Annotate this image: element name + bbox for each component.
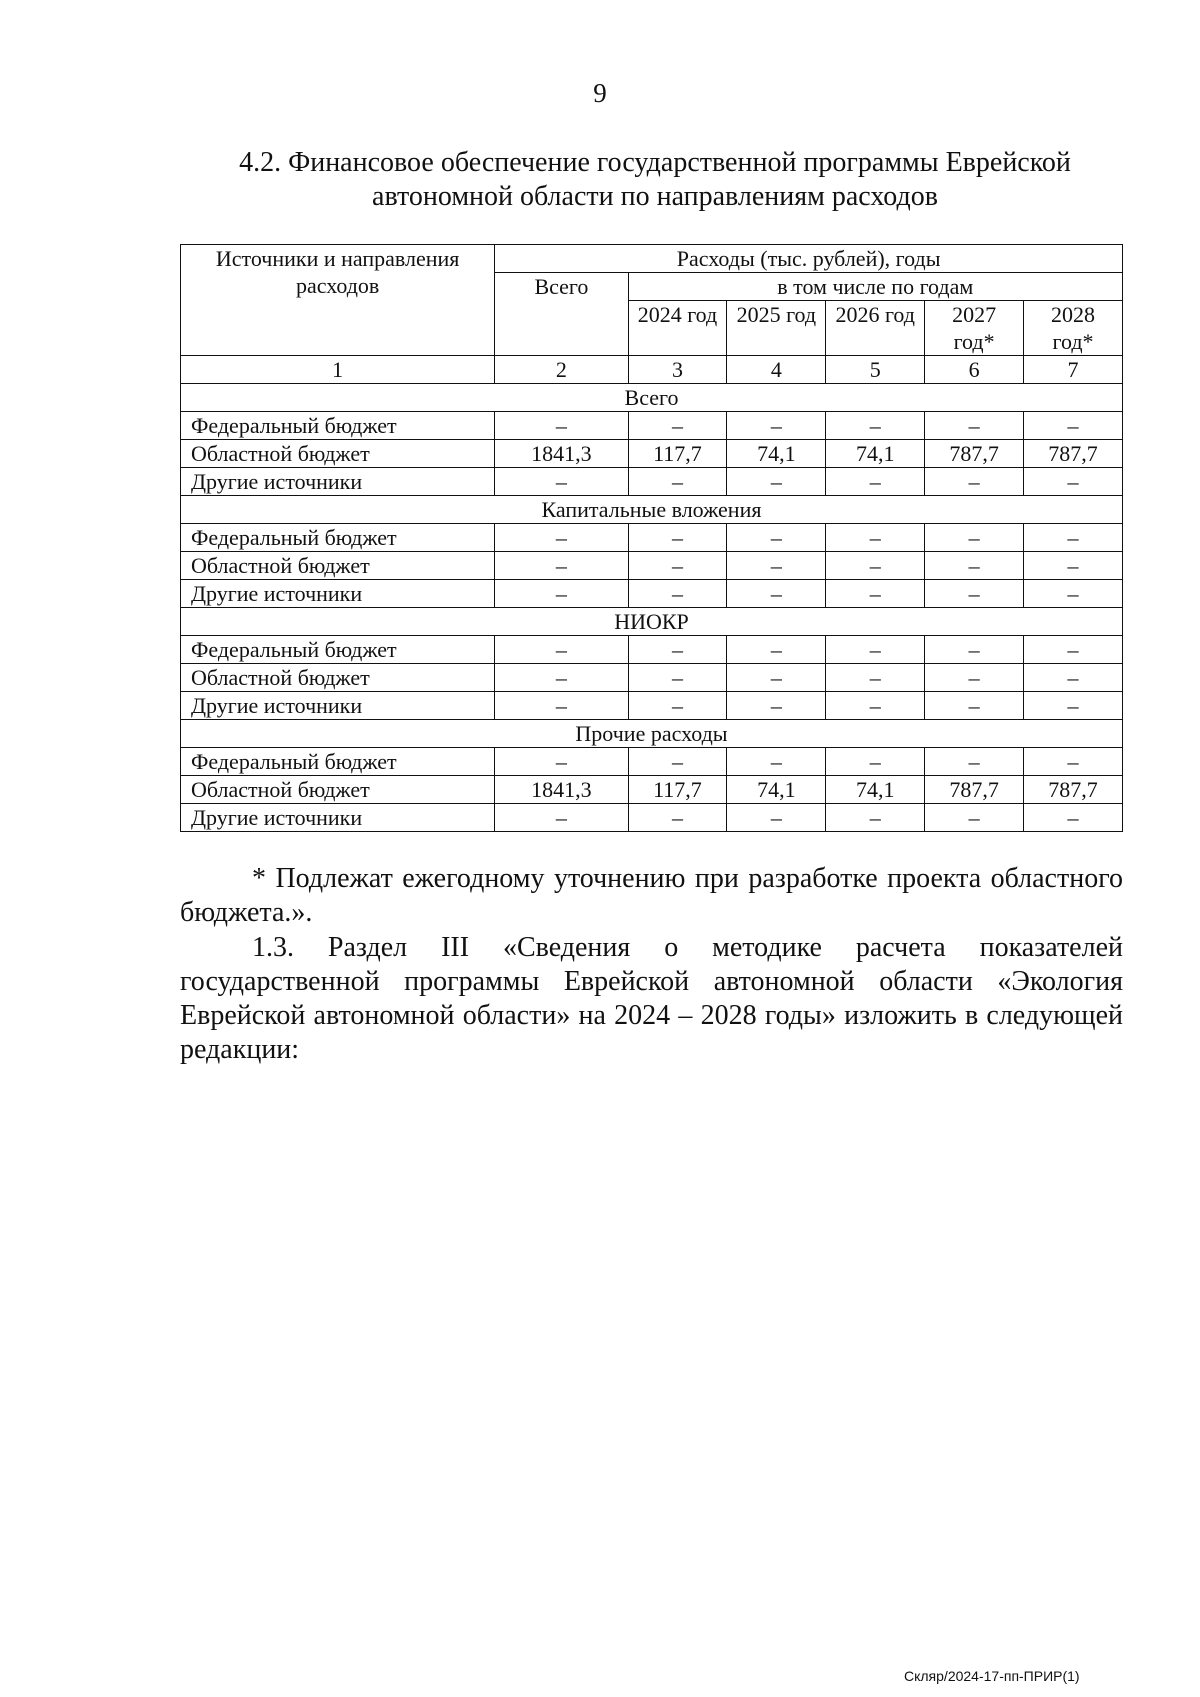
header-year: 2028 год* [1024, 301, 1123, 356]
header-year: 2025 год [727, 301, 826, 356]
row-value: – [628, 664, 727, 692]
table-row [181, 468, 1123, 496]
row-value: – [727, 468, 826, 496]
row-value: 787,7 [925, 776, 1024, 804]
table-row [181, 412, 1123, 440]
row-value: – [925, 412, 1024, 440]
row-source: Федеральный бюджет [181, 524, 495, 552]
row-value: – [925, 692, 1024, 720]
row-value: – [495, 748, 628, 776]
header-by-years: в том числе по годам [628, 273, 1122, 301]
row-value: – [925, 468, 1024, 496]
section-heading-row: Прочие расходы [181, 720, 1123, 748]
row-value: – [925, 664, 1024, 692]
row-value: 74,1 [826, 776, 925, 804]
row-value: – [727, 664, 826, 692]
financing-table [180, 244, 1123, 832]
row-value: – [495, 692, 628, 720]
row-value: – [727, 580, 826, 608]
row-value: – [826, 804, 925, 832]
row-value: – [1024, 636, 1123, 664]
column-number: 5 [826, 356, 925, 384]
row-value: – [628, 580, 727, 608]
header-total: Всего [495, 273, 628, 356]
row-value: 74,1 [826, 440, 925, 468]
row-value: 1841,3 [495, 776, 628, 804]
row-source: Федеральный бюджет [181, 636, 495, 664]
row-value: – [495, 804, 628, 832]
row-value: – [1024, 664, 1123, 692]
row-value: – [495, 664, 628, 692]
row-value: 74,1 [727, 440, 826, 468]
column-number: 1 [181, 356, 495, 384]
row-value: – [826, 664, 925, 692]
row-value: – [727, 636, 826, 664]
row-value: 787,7 [1024, 776, 1123, 804]
row-value: – [495, 412, 628, 440]
column-number: 6 [925, 356, 1024, 384]
row-source: Другие источники [181, 468, 495, 496]
table-row [181, 440, 1123, 468]
row-value: 117,7 [628, 776, 727, 804]
table-section-row [181, 608, 1123, 636]
header-year: 2027 год* [925, 301, 1024, 356]
table-row [181, 552, 1123, 580]
header-year: 2026 год [826, 301, 925, 356]
row-value: – [925, 524, 1024, 552]
row-value: – [1024, 552, 1123, 580]
document-code: Скляр/2024-17-пп-ПРИР(1) [904, 1668, 1080, 1684]
header-sources: Источники и направления расходов [181, 245, 495, 356]
row-value: – [628, 636, 727, 664]
table-row [181, 804, 1123, 832]
row-source: Областной бюджет [181, 440, 495, 468]
row-value: – [495, 552, 628, 580]
row-value: – [925, 636, 1024, 664]
table-section-row [181, 496, 1123, 524]
row-value: – [495, 524, 628, 552]
row-value: – [1024, 748, 1123, 776]
table-row [181, 580, 1123, 608]
row-value: – [1024, 692, 1123, 720]
section-title-line-1: 4.2. Финансовое обеспечение государственной программы Еврейской [239, 147, 1071, 178]
row-value: – [727, 804, 826, 832]
row-value: – [727, 692, 826, 720]
paragraph-1-3: 1.3. Раздел III «Сведения о методике расчета показателей государственной программы Еврейской автономной области «Экология Еврейской автономной области» на 2024 – 2028 годы» изложить в следующей редакции: [180, 932, 1123, 1065]
row-value: – [826, 412, 925, 440]
row-value: – [1024, 580, 1123, 608]
row-value: – [628, 692, 727, 720]
page-number: 9 [593, 78, 607, 108]
row-value: – [826, 692, 925, 720]
table-row [181, 664, 1123, 692]
row-value: – [1024, 412, 1123, 440]
row-value: 117,7 [628, 440, 727, 468]
row-value: 787,7 [925, 440, 1024, 468]
table-row [181, 524, 1123, 552]
row-value: – [495, 468, 628, 496]
row-value: – [826, 580, 925, 608]
row-value: – [925, 552, 1024, 580]
table-section-row [181, 384, 1123, 412]
row-value: – [925, 580, 1024, 608]
row-value: – [495, 580, 628, 608]
row-value: – [628, 524, 727, 552]
row-value: – [1024, 804, 1123, 832]
row-source: Другие источники [181, 804, 495, 832]
row-source: Областной бюджет [181, 552, 495, 580]
header-year: 2024 год [628, 301, 727, 356]
table-row [181, 776, 1123, 804]
row-value: – [727, 748, 826, 776]
row-value: – [826, 524, 925, 552]
table-row [181, 748, 1123, 776]
header-expenses: Расходы (тыс. рублей), годы [495, 245, 1123, 273]
row-value: – [628, 804, 727, 832]
row-source: Областной бюджет [181, 776, 495, 804]
row-value: – [727, 552, 826, 580]
row-value: – [826, 636, 925, 664]
row-value: 1841,3 [495, 440, 628, 468]
row-source: Областной бюджет [181, 664, 495, 692]
row-value: – [1024, 524, 1123, 552]
column-number: 7 [1024, 356, 1123, 384]
table-row [181, 636, 1123, 664]
row-value: 74,1 [727, 776, 826, 804]
row-source: Федеральный бюджет [181, 748, 495, 776]
section-heading-row: Капитальные вложения [181, 496, 1123, 524]
section-heading-row: Всего [181, 384, 1123, 412]
row-value: – [925, 804, 1024, 832]
table-section-row [181, 720, 1123, 748]
row-value: – [826, 468, 925, 496]
column-number: 3 [628, 356, 727, 384]
row-value: – [727, 524, 826, 552]
row-source: Федеральный бюджет [181, 412, 495, 440]
section-title [200, 146, 1110, 214]
row-value: – [628, 748, 727, 776]
row-source: Другие источники [181, 580, 495, 608]
row-value: – [826, 552, 925, 580]
row-value: – [1024, 468, 1123, 496]
row-value: – [727, 412, 826, 440]
row-value: – [925, 748, 1024, 776]
table-row [181, 692, 1123, 720]
row-value: – [826, 748, 925, 776]
row-value: 787,7 [1024, 440, 1123, 468]
section-heading-row: НИОКР [181, 608, 1123, 636]
row-value: – [495, 636, 628, 664]
row-source: Другие источники [181, 692, 495, 720]
row-value: – [628, 552, 727, 580]
column-number: 4 [727, 356, 826, 384]
row-value: – [628, 468, 727, 496]
row-value: – [628, 412, 727, 440]
table-footnote: * Подлежат ежегодному уточнению при разработке проекта областного бюджета.». [180, 863, 1123, 928]
column-number: 2 [495, 356, 628, 384]
section-title-line-2: автономной области по направлениям расходов [372, 181, 938, 212]
